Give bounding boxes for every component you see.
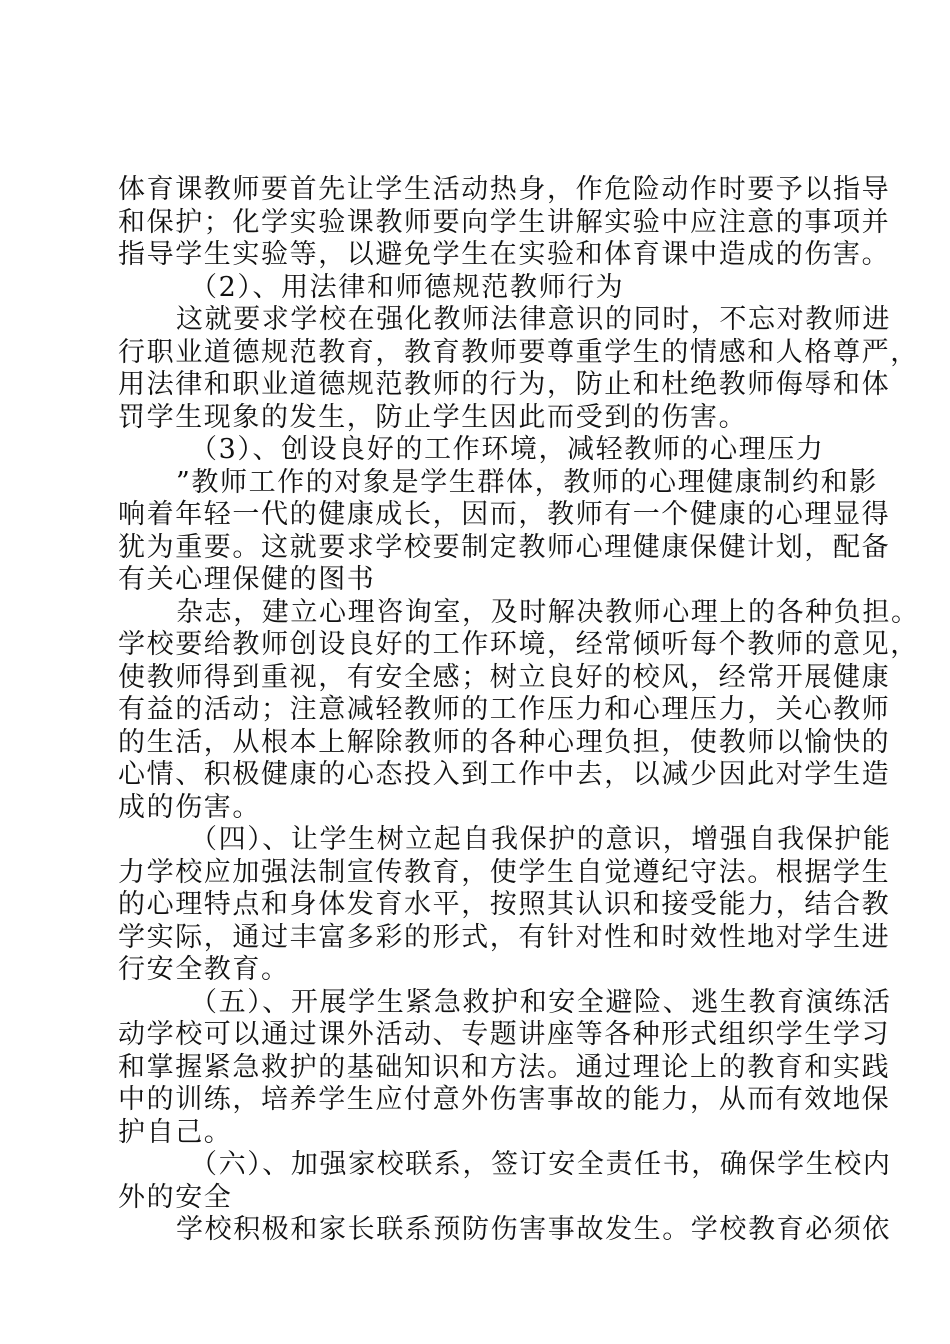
text-line: 力学校应加强法制宣传教育，使学生自觉遵纪守法。根据学生	[118, 856, 891, 888]
text-line: 犹为重要。这就要求学校要制定教师心理健康保健计划，配备	[118, 531, 891, 563]
text-line: 的心理特点和身体发育水平，按照其认识和接受能力，结合教	[118, 889, 891, 920]
text-line: 行职业道德规范教育，教育教师要尊重学生的情感和人格尊严，	[118, 336, 919, 368]
document-body	[118, 174, 920, 1247]
text-line: 的生活，从根本上解除教师的各种心理负担，使教师以愉快的	[118, 726, 891, 758]
text-line: 行安全教育。	[118, 954, 290, 985]
text-line: （六）、加强家校联系，签订安全责任书，确保学生校内	[190, 1149, 892, 1180]
text-line: 学实际，通过丰富多彩的形式，有针对性和时效性地对学生进	[118, 921, 891, 953]
text-line: 有益的活动；注意减轻教师的工作压力和心理压力，关心教师	[118, 694, 891, 725]
text-line: 用法律和职业道德规范教师的行为，防止和杜绝教师侮辱和体	[118, 369, 891, 400]
text-line: 响着年轻一代的健康成长，因而，教师有一个健康的心理显得	[118, 499, 891, 530]
text-line: 护自己。	[118, 1116, 233, 1148]
text-line: 指导学生实验等，以避免学生在实验和体育课中造成的伤害。	[118, 239, 891, 270]
text-line: 外的安全	[118, 1181, 233, 1213]
text-line: 中的训练，培养学生应付意外伤害事故的能力，从而有效地保	[118, 1084, 891, 1115]
text-line: 有关心理保健的图书	[118, 564, 376, 595]
text-line: （3）、创设良好的工作环境，减轻教师的心理压力	[190, 434, 825, 465]
text-line: 罚学生现象的发生，防止学生因此而受到的伤害。	[118, 401, 748, 433]
text-line: 成的伤害。	[118, 791, 261, 823]
text-line: 学校积极和家长联系预防伤害事故发生。学校教育必须依	[176, 1214, 891, 1245]
text-line: 和掌握紧急救护的基础知识和方法。通过理论上的教育和实践	[118, 1051, 891, 1083]
text-line: ”教师工作的对象是学生群体，教师的心理健康制约和影	[176, 466, 878, 498]
text-line: 使教师得到重视，有安全感；树立良好的校风，经常开展健康	[118, 661, 891, 693]
text-line: 心情、积极健康的心态投入到工作中去，以减少因此对学生造	[118, 759, 891, 790]
text-line: （2）、用法律和师德规范教师行为	[190, 271, 625, 303]
text-line: 和保护；化学实验课教师要向学生讲解实验中应注意的事项并	[118, 206, 891, 238]
text-line: （五）、开展学生紧急救护和安全避险、逃生教育演练活	[190, 986, 892, 1018]
text-line: 杂志，建立心理咨询室，及时解决教师心理上的各种负担。	[176, 596, 920, 628]
text-line: 学校要给教师创设良好的工作环境，经常倾听每个教师的意见，	[118, 629, 919, 660]
text-line: 这就要求学校在强化教师法律意识的同时，不忘对教师进	[176, 304, 891, 335]
text-line: （四）、让学生树立起自我保护的意识，增强自我保护能	[190, 824, 892, 855]
text-line: 体育课教师要首先让学生活动热身，作危险动作时要予以指导	[118, 174, 891, 205]
text-line: 动学校可以通过课外活动、专题讲座等各种形式组织学生学习	[118, 1019, 891, 1050]
